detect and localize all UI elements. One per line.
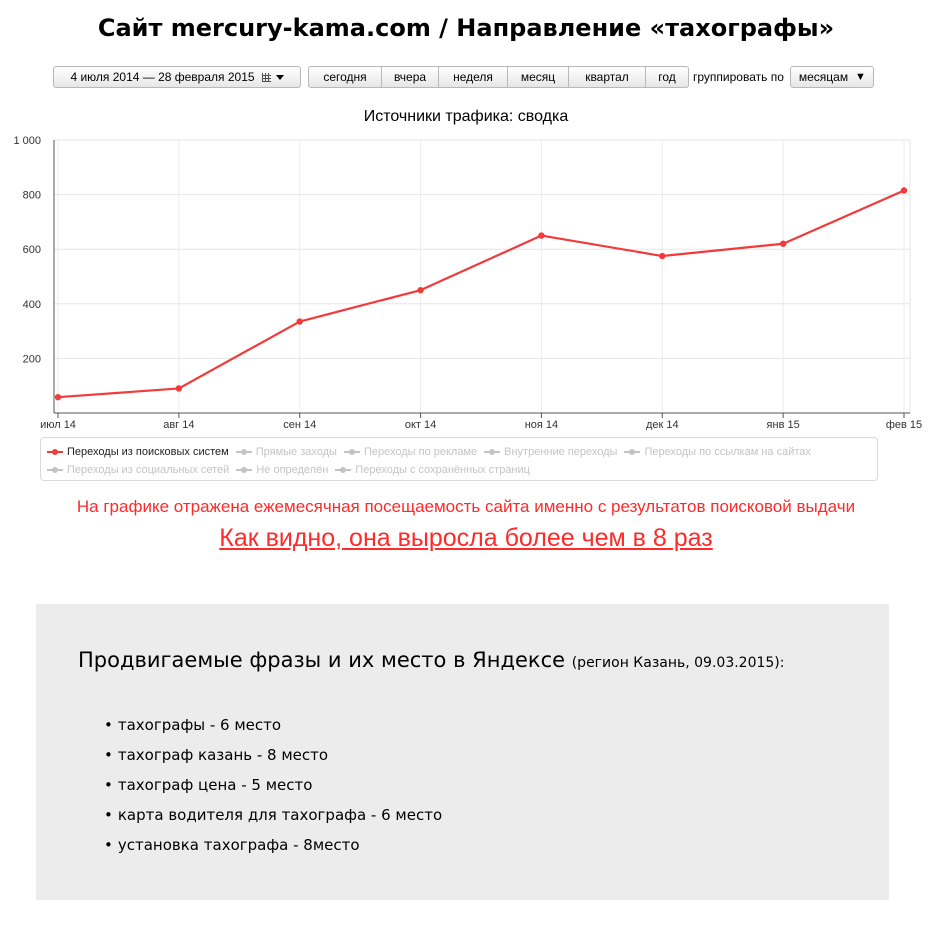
legend-marker-icon [236,466,252,474]
period-buttons [308,66,689,88]
legend-marker-icon [47,448,63,456]
phrase-list [104,714,442,864]
phrases-title: Продвигаемые фразы и их место в Яндексе [78,648,566,672]
y-tick-label: 400 [22,298,41,311]
legend-label: Переходы из социальных сетей [67,464,230,476]
plot-area [54,140,910,413]
legend-label: Переходы по ссылкам на сайтах [644,446,811,458]
data-point [780,241,786,247]
period-year-button[interactable]: год [646,66,689,88]
data-point [176,385,182,391]
data-point [417,287,423,293]
period-quarter-button[interactable]: квартал [569,66,646,88]
caret-down-icon [276,75,284,80]
phrase-item: • тахограф казань - 8 место [104,744,442,774]
legend-marker-icon [335,466,351,474]
chart-note: На графике отражена ежемесячная посещаемость сайта именно с результатов поисковой выдачи [76,497,856,516]
chart-legend [40,437,878,481]
legend-label: Переходы по рекламе [363,446,478,458]
x-tick-label: ноя 14 [524,419,559,430]
legend-item-search[interactable] [47,446,229,458]
phrase-item: • тахограф цена - 5 место [104,774,442,804]
legend-label: Не определён [256,464,329,476]
y-tick-label: 1 000 [13,135,41,147]
phrase-item: • тахографы - 6 место [104,714,442,744]
y-tick-label: 600 [22,244,41,257]
traffic-line-chart [0,130,932,430]
legend-item-undefined[interactable] [236,464,328,476]
data-point [901,187,907,193]
data-point [297,318,303,324]
phrase-item: • карта водителя для тахографа - 6 место [104,804,442,834]
legend-marker-icon [236,448,252,456]
legend-marker-icon [484,448,500,456]
period-yesterday-button[interactable]: вчера [382,66,439,88]
legend-marker-icon [624,448,640,456]
x-tick-label: дек 14 [645,419,679,430]
phrases-subtitle: (регион Казань, 09.03.2015): [571,655,785,671]
legend-item-links[interactable] [624,446,810,458]
legend-row-1 [47,443,871,461]
x-tick-label: янв 15 [766,419,800,430]
data-point [55,394,61,400]
x-tick-label: фев 15 [885,419,923,430]
x-tick-label: авг 14 [163,419,195,430]
legend-marker-icon [47,466,63,474]
growth-headline: Как видно, она выросла более чем в 8 раз [219,524,713,552]
legend-item-social[interactable] [47,464,229,476]
period-week-button[interactable]: неделя [439,66,508,88]
report-toolbar [53,66,874,88]
phrases-heading [78,648,785,672]
legend-marker-icon [344,448,360,456]
x-tick-label: июл 14 [40,419,76,430]
phrase-item: • установка тахографа - 8место [104,834,442,864]
legend-label: Внутренние переходы [504,446,618,458]
group-by-label: группировать по [693,70,784,84]
data-point [659,253,665,259]
date-range-label: 4 июля 2014 — 28 февраля 2015 [70,70,255,84]
calendar-icon [262,73,271,82]
data-point [538,232,544,238]
legend-label: Переходы с сохранённых страниц [355,464,530,476]
page-title: Сайт mercury-kama.com / Направление «тахографы» [97,14,835,42]
dropdown-arrow-icon: ▼ [854,71,866,83]
period-month-button[interactable]: месяц [508,66,569,88]
legend-row-2 [47,461,871,479]
y-tick-label: 800 [22,189,41,202]
legend-item-ads[interactable] [344,446,477,458]
x-tick-label: сен 14 [283,419,317,430]
legend-item-direct[interactable] [236,446,337,458]
y-tick-label: 200 [22,353,41,366]
series-line-search [58,191,904,398]
period-today-button[interactable]: сегодня [308,66,382,88]
chart-title: Источники трафика: сводка [363,108,569,125]
legend-label: Прямые заходы [255,446,337,458]
group-by-value: месяцам [798,70,849,84]
phrases-panel [36,604,889,900]
legend-label: Переходы из поисковых систем [67,446,229,458]
x-tick-label: окт 14 [404,419,437,430]
group-by-select[interactable] [790,66,874,88]
legend-item-saved[interactable] [335,464,530,476]
legend-item-internal[interactable] [484,446,617,458]
date-range-picker[interactable] [53,66,301,88]
